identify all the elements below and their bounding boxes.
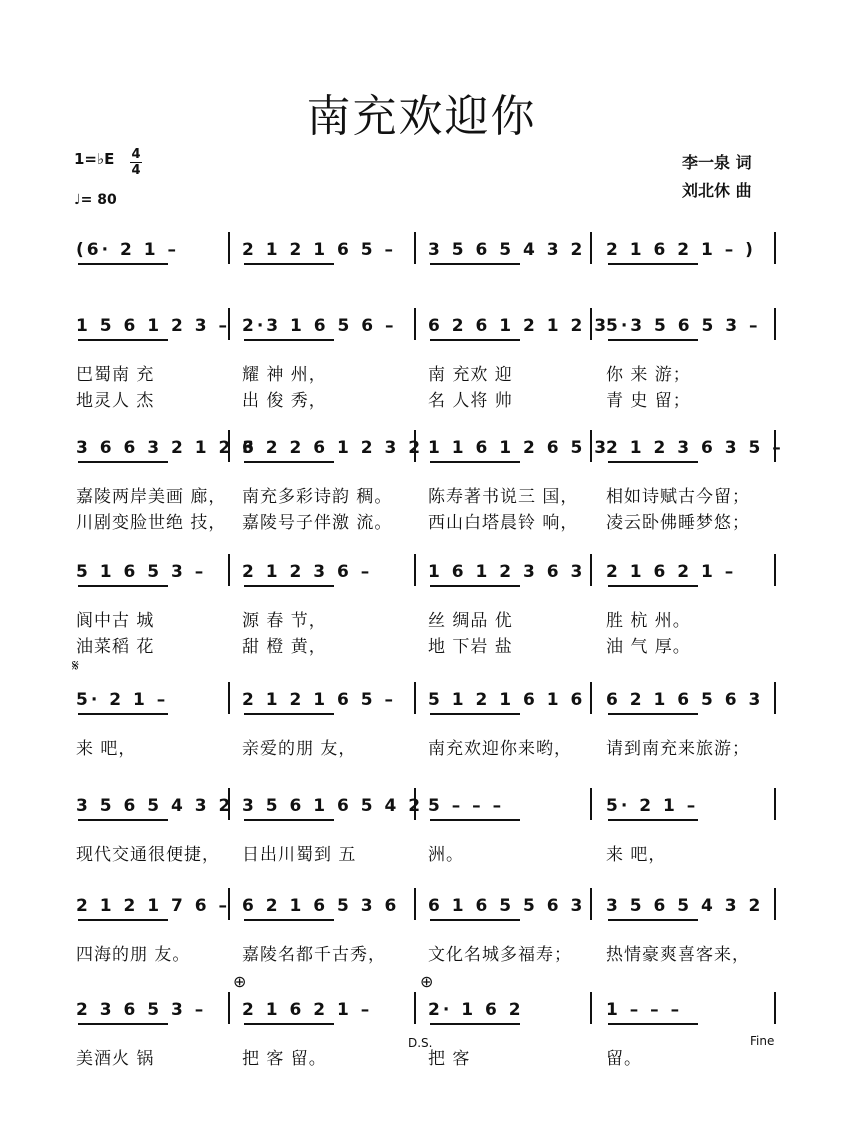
bar-line: [414, 554, 416, 586]
measure: 5 1 6 5 3 –: [76, 562, 207, 582]
lyric-text: 出 俊 秀，: [242, 391, 327, 411]
measure: 2 1 2 1 6 5 –: [242, 690, 396, 710]
lyric-text: 留。: [606, 1049, 642, 1069]
lyric-text: 青 史 留；: [606, 391, 691, 411]
beam-line: [78, 919, 168, 921]
bar-line: [414, 232, 416, 264]
lyric-text: 嘉陵两岸美画 廊，: [76, 487, 227, 507]
bar-line: [774, 992, 776, 1024]
lyric-text: 凌云卧佛睡梦悠；: [606, 513, 750, 533]
beam-line: [244, 819, 334, 821]
beam-line: [78, 819, 168, 821]
lyric-text: 西山白塔晨铃 响，: [428, 513, 579, 533]
lyric-text: 四海的朋 友。: [76, 945, 191, 965]
bar-line: [228, 554, 230, 586]
bar-line: [774, 232, 776, 264]
beam-line: [78, 339, 168, 341]
meter-top: 4: [131, 147, 141, 162]
bar-line: [774, 682, 776, 714]
key-signature: 1=♭E: [74, 150, 115, 168]
measure: 2 1 2 3 6 3 5 –: [606, 438, 784, 458]
beam-line: [430, 461, 520, 463]
lyric-text: 油 气 厚。: [606, 637, 691, 657]
bar-line: [590, 232, 592, 264]
measure: 2 1 2 1 6 5 –: [242, 240, 396, 260]
lyric-text: 南 充欢 迎: [428, 365, 513, 385]
lyric-text: 甜 橙 黄，: [242, 637, 327, 657]
fine-marking: Fine: [750, 1034, 775, 1048]
bar-line: [590, 992, 592, 1024]
bar-line: [414, 308, 416, 340]
beam-line: [608, 819, 698, 821]
measure: (6· 2 1 –: [76, 240, 179, 260]
coda-icon-1: ⊕: [233, 972, 247, 991]
lyric-text: 陈寿著书说三 国，: [428, 487, 579, 507]
measure: 2 1 2 3 6 –: [242, 562, 373, 582]
measure: 1 – – –: [606, 1000, 683, 1020]
beam-line: [244, 339, 334, 341]
bar-line: [774, 888, 776, 920]
measure: 2 1 2 1 7 6 –: [76, 896, 230, 916]
beam-line: [430, 585, 520, 587]
lyric-text: 地灵人 杰: [76, 391, 155, 411]
lyric-text: 现代交通很便捷，: [76, 845, 220, 865]
bar-line: [414, 682, 416, 714]
bar-line: [774, 308, 776, 340]
measure: 6 2 6 1 2 1 2 3: [428, 316, 610, 336]
lyric-text: 名 人将 帅: [428, 391, 513, 411]
beam-line: [608, 585, 698, 587]
measure: 2 3 6 5 3 –: [76, 1000, 207, 1020]
measure: 5 – – –: [428, 796, 505, 816]
lyricist: 李一泉 词: [682, 153, 752, 172]
measure: 1 5 6 1 2 3 –: [76, 316, 230, 336]
meter-bottom: 4: [131, 163, 141, 178]
lyric-text: 美酒火 锅: [76, 1049, 155, 1069]
lyric-text: 嘉陵名都千古秀，: [242, 945, 386, 965]
bar-line: [414, 992, 416, 1024]
measure: 3 5 6 1 6 5 4 2: [242, 796, 424, 816]
lyric-text: 南充多彩诗韵 稠。: [242, 487, 393, 507]
beam-line: [78, 263, 168, 265]
bar-line: [590, 682, 592, 714]
beam-line: [430, 919, 520, 921]
measure: 1 1 6 1 2 6 5 3: [428, 438, 610, 458]
measure: 6 1 6 5 5 6 3: [428, 896, 586, 916]
beam-line: [430, 819, 520, 821]
tempo-marking: ♩= 80: [74, 192, 117, 208]
lyric-text: 油菜稻 花: [76, 637, 155, 657]
lyric-text: 日出川蜀到 五: [242, 845, 357, 865]
lyric-text: 相如诗赋古今留；: [606, 487, 750, 507]
lyric-text: 耀 神 州，: [242, 365, 327, 385]
bar-line: [590, 554, 592, 586]
beam-line: [430, 713, 520, 715]
bar-line: [414, 888, 416, 920]
beam-line: [608, 461, 698, 463]
measure: 2 1 6 2 1 – ): [606, 240, 756, 260]
bar-line: [228, 232, 230, 264]
composer: 刘北休 曲: [682, 181, 752, 200]
lyric-text: 把 客 留。: [242, 1049, 327, 1069]
beam-line: [608, 1023, 698, 1025]
beam-line: [608, 919, 698, 921]
beam-line: [244, 263, 334, 265]
bar-line: [774, 788, 776, 820]
measure: 3 5 6 5 4 3 2: [76, 796, 234, 816]
lyric-text: 亲爱的朋 友，: [242, 739, 357, 759]
lyric-text: 源 春 节，: [242, 611, 327, 631]
beam-line: [78, 713, 168, 715]
lyric-text: 嘉陵号子伴激 流。: [242, 513, 393, 533]
ds-marking: D.S.: [408, 1036, 433, 1050]
lyric-text: 把 客: [428, 1049, 471, 1069]
measure: 3 6 6 3 2 1 2 3: [76, 438, 258, 458]
lyric-text: 洲。: [428, 845, 464, 865]
measure: 2·3 1 6 5 6 –: [242, 316, 397, 336]
beam-line: [430, 263, 520, 265]
lyric-text: 你 来 游；: [606, 365, 691, 385]
measure: 6 2 1 6 5 6 3: [606, 690, 764, 710]
measure: 2 1 6 2 1 –: [242, 1000, 373, 1020]
beam-line: [244, 585, 334, 587]
lyric-text: 丝 绸品 优: [428, 611, 513, 631]
measure: 5·3 5 6 5 3 –: [606, 316, 761, 336]
coda-icon-2: ⊕: [420, 972, 434, 991]
lyric-text: 文化名城多福寿；: [428, 945, 572, 965]
lyric-text: 巴蜀南 充: [76, 365, 155, 385]
beam-line: [608, 713, 698, 715]
beam-line: [244, 919, 334, 921]
measure: 6 2 2 6 1 2 3 2: [242, 438, 424, 458]
lyric-text: 请到南充来旅游；: [606, 739, 750, 759]
lyric-text: 来 吧，: [606, 845, 667, 865]
measure: 3 5 6 5 4 3 2: [428, 240, 586, 260]
beam-line: [430, 339, 520, 341]
segno-icon: 𝄋: [72, 656, 79, 675]
measure: 5· 2 1 –: [606, 796, 699, 816]
bar-line: [228, 992, 230, 1024]
lyric-text: 南充欢迎你来哟，: [428, 739, 572, 759]
beam-line: [608, 263, 698, 265]
measure: 1 6 1 2 3 6 3: [428, 562, 586, 582]
lyric-text: 阆中古 城: [76, 611, 155, 631]
lyric-text: 地 下岩 盐: [428, 637, 513, 657]
lyric-text: 川剧变脸世绝 技，: [76, 513, 227, 533]
beam-line: [608, 339, 698, 341]
lyric-text: 热情豪爽喜客来，: [606, 945, 750, 965]
measure: 3 5 6 5 4 3 2: [606, 896, 764, 916]
beam-line: [244, 1023, 334, 1025]
beam-line: [78, 1023, 168, 1025]
measure: 2· 1 6 2: [428, 1000, 524, 1020]
beam-line: [78, 585, 168, 587]
measure: 5· 2 1 –: [76, 690, 169, 710]
bar-line: [228, 682, 230, 714]
lyric-text: 胜 杭 州。: [606, 611, 691, 631]
bar-line: [590, 788, 592, 820]
beam-line: [78, 461, 168, 463]
beam-line: [430, 1023, 520, 1025]
time-signature: [130, 148, 142, 177]
measure: 6 2 1 6 5 3 6: [242, 896, 400, 916]
measure: 2 1 6 2 1 –: [606, 562, 737, 582]
bar-line: [774, 554, 776, 586]
beam-line: [244, 713, 334, 715]
beam-line: [244, 461, 334, 463]
measure: 5 1 2 1 6 1 6: [428, 690, 586, 710]
song-title: 南充欢迎你: [306, 91, 537, 142]
lyric-text: 来 吧，: [76, 739, 137, 759]
bar-line: [590, 888, 592, 920]
